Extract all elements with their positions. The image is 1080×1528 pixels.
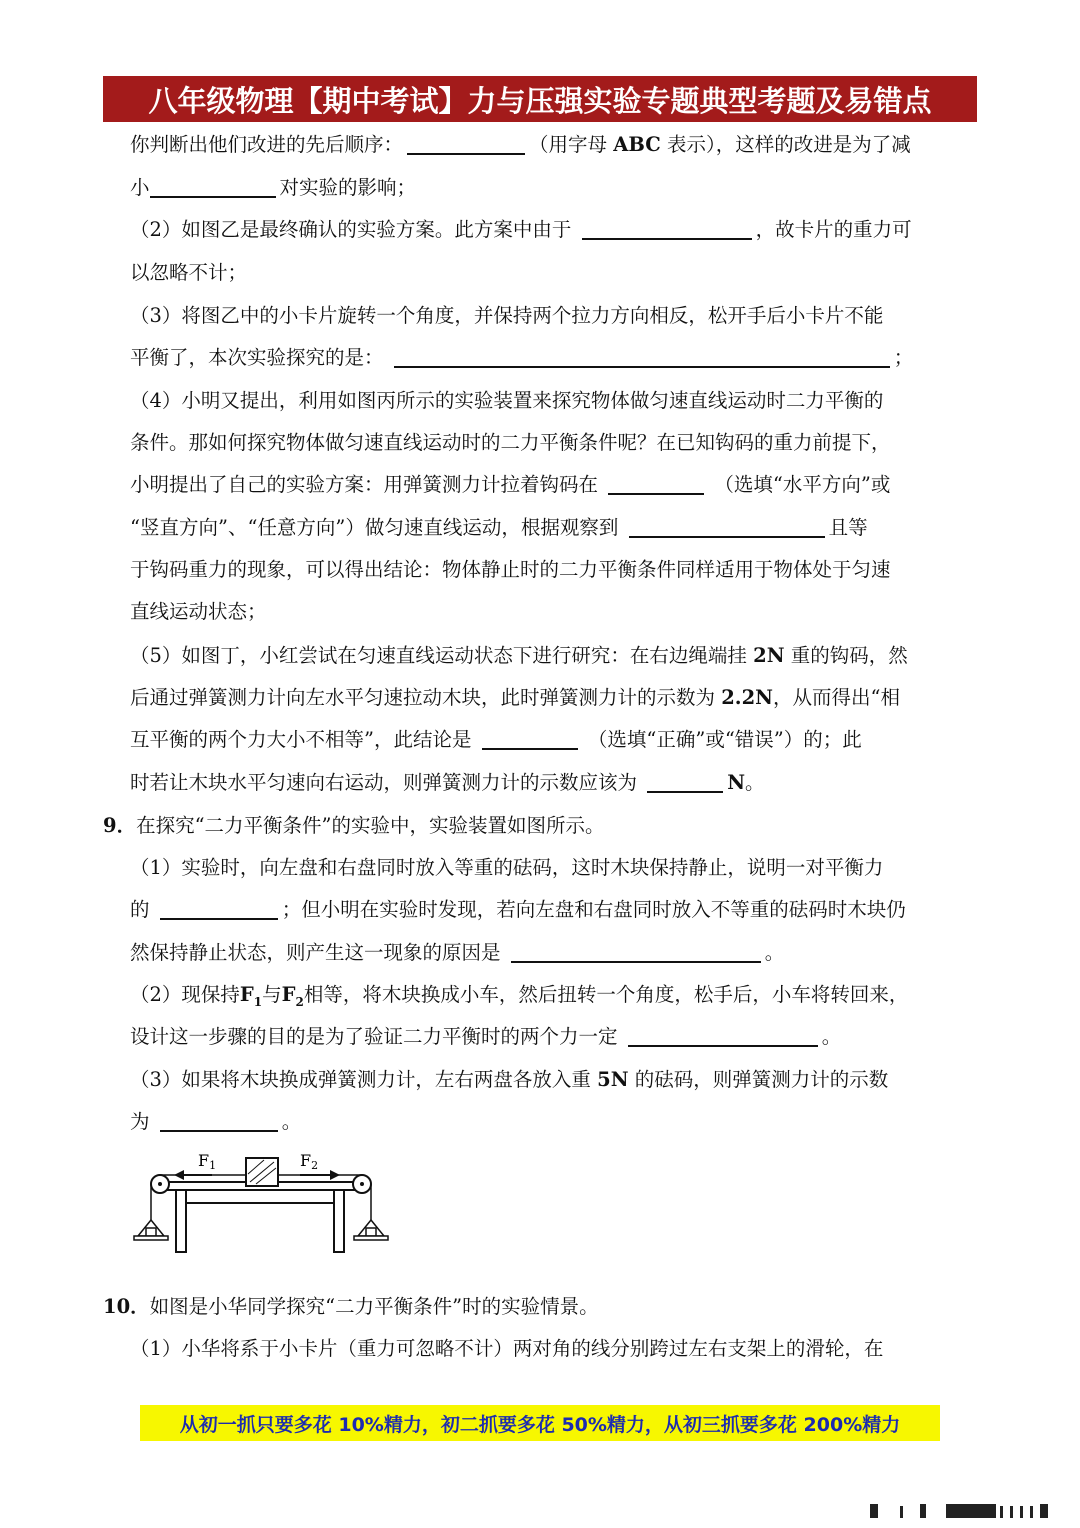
question-stem: 如图是小华同学探究“二力平衡条件”时的实验情景。	[149, 1295, 599, 1318]
text: 。	[745, 771, 765, 794]
text: 2.2N	[721, 686, 773, 709]
text: （选填“正确”或“错误”）的；此	[587, 728, 862, 751]
text: 5N	[597, 1068, 629, 1091]
text: 的砝码，则弹簧测力计的示数	[634, 1068, 889, 1091]
text: （选填“水平方向”或	[714, 473, 891, 496]
text: “竖直方向”、“任意方向”）做匀速直线运动，根据观察到	[130, 516, 619, 539]
text: （3）将图乙中的小卡片旋转一个角度，并保持两个拉力方向相反，松开手后小卡片不能	[130, 304, 884, 327]
q9-number	[103, 811, 605, 841]
q9-part1-line-2	[130, 895, 906, 925]
q8-part2-line-1	[130, 215, 912, 245]
answer-blank[interactable]	[150, 176, 276, 198]
answer-blank[interactable]	[647, 771, 723, 793]
text: 相等，将木块换成小车，然后扭转一个角度，松手后，小车将转回来，	[303, 983, 909, 1006]
weight-right	[366, 1228, 376, 1236]
text: ，从而得出“相	[772, 686, 900, 709]
q9-part1-line-3	[130, 938, 784, 968]
footer-motto: 从初一抓只要多花 10%精力，初二抓要多花 50%精力，从初三抓要多花 200%精力	[140, 1405, 940, 1441]
answer-blank[interactable]	[160, 1110, 278, 1132]
text: 的	[130, 898, 150, 921]
answer-blank[interactable]	[511, 941, 761, 963]
q8-part4-line-3	[130, 470, 890, 500]
q8-part4-line-4	[130, 513, 868, 543]
text: 1	[253, 994, 263, 1009]
text: F	[281, 983, 296, 1006]
page-banner: 八年级物理【期中考试】力与压强实验专题典型考题及易错点	[103, 76, 977, 122]
text: 为	[130, 1110, 150, 1133]
pulley-right-axle	[360, 1182, 364, 1186]
text: 时若让木块水平匀速向右运动，则弹簧测力计的示数应该为	[130, 771, 638, 794]
answer-blank[interactable]	[582, 218, 752, 240]
q8-line-2	[130, 173, 416, 203]
text: 平衡了，本次实验探究的是：	[130, 346, 384, 369]
text: （1）小华将系于小卡片（重力可忽略不计）两对角的线分别跨过左右支架上的滑轮，在	[130, 1337, 884, 1360]
text: 且等	[828, 516, 868, 539]
answer-blank[interactable]	[482, 728, 578, 750]
q8-part5-line-4	[130, 768, 765, 798]
text: 条件。那如何探究物体做匀速直线运动时的二力平衡条件呢？在已知钩码的重力前提下，	[130, 431, 891, 454]
text: ；但小明在实验时发现，若向左盘和右盘同时放入不等重的砝码时木块仍	[281, 898, 906, 921]
text: 然保持静止状态，则产生这一现象的原因是	[130, 941, 501, 964]
pan-left	[134, 1236, 168, 1240]
q9-part2-line-2	[130, 1022, 841, 1052]
q8-part3-line-2	[130, 343, 913, 373]
text: （2）现保持	[130, 983, 240, 1006]
q9-part2-line-1	[130, 980, 908, 1017]
text: ，故卡片的重力可	[755, 218, 912, 241]
text: 。	[821, 1025, 842, 1048]
answer-blank[interactable]	[407, 133, 525, 155]
text: 设计这一步骤的目的是为了验证二力平衡时的两个力一定	[130, 1025, 618, 1048]
text: （1）实验时，向左盘和右盘同时放入等重的砝码，这时木块保持静止，说明一对平衡力	[130, 856, 884, 879]
text: 2	[295, 994, 304, 1009]
text: 于钩码重力的现象，可以得出结论：物体静止时的二力平衡条件同样适用于物体处于匀速	[130, 558, 891, 581]
text: F	[239, 983, 254, 1006]
q8-part5-line-2	[130, 683, 900, 713]
answer-blank[interactable]	[629, 516, 825, 538]
q8-part5-line-1	[130, 641, 908, 671]
q10-number	[103, 1292, 599, 1322]
text: （3）如果将木块换成弹簧测力计，左右两盘各放入重	[130, 1068, 591, 1091]
q9-part3-line-1	[130, 1065, 888, 1095]
pan-right	[354, 1236, 388, 1240]
table-leg-right	[334, 1190, 344, 1252]
q8-line-1	[130, 130, 911, 160]
answer-blank[interactable]	[608, 473, 704, 495]
q8-part2-line-2	[130, 258, 247, 288]
answer-blank[interactable]	[628, 1025, 818, 1047]
arrow-f2-head	[330, 1170, 340, 1180]
q8-part3-line-1	[130, 301, 883, 331]
pulley-left-axle	[158, 1182, 162, 1186]
q8-part4-line-5	[130, 555, 891, 585]
label-f1: F1	[198, 1151, 217, 1172]
text: 重的钩码，然	[790, 644, 908, 667]
q9-part3-line-2	[130, 1107, 301, 1137]
text: 以忽略不计；	[130, 261, 248, 284]
text: 直线运动状态；	[130, 600, 267, 623]
text: 对实验的影响；	[279, 176, 417, 199]
weight-left	[146, 1228, 156, 1236]
text: N	[727, 771, 746, 794]
q8-part4-line-6	[130, 597, 267, 627]
q8-part5-line-3	[130, 725, 862, 755]
table-leg-left	[176, 1190, 186, 1252]
text: 后通过弹簧测力计向左水平匀速拉动木块，此时弹簧测力计的示数为	[130, 686, 716, 709]
q8-part4-line-2	[130, 428, 891, 458]
text: 小明提出了自己的实验方案：用弹簧测力计拉着钩码在	[130, 473, 599, 496]
text: 你判断出他们改进的先后顺序：	[130, 133, 404, 156]
text: 与	[262, 983, 282, 1006]
q8-part4-line-1	[130, 386, 883, 416]
question-number: 9．	[103, 814, 137, 837]
q9-part1-line-1	[130, 853, 883, 883]
text: 互平衡的两个力大小不相等”，此结论是	[130, 728, 472, 751]
text: （用字母	[529, 133, 608, 156]
text: 。	[281, 1110, 302, 1133]
text: 2N	[753, 644, 785, 667]
question-stem: 在探究“二力平衡条件”的实验中，实验装置如图所示。	[136, 814, 605, 837]
text: （2）如图乙是最终确认的实验方案。此方案中由于	[130, 218, 572, 241]
text: 表示），这样的改进是为了减	[666, 133, 911, 156]
label-f2: F2	[300, 1151, 319, 1172]
text: 小	[130, 176, 150, 199]
text: 。	[764, 941, 785, 964]
text: ；	[893, 346, 914, 369]
text: ABC	[613, 133, 661, 156]
text: （4）小明又提出，利用如图丙所示的实验装置来探究物体做匀速直线运动时二力平衡的	[130, 389, 884, 412]
question-number: 10．	[103, 1295, 150, 1318]
balance-apparatus-diagram	[130, 1148, 390, 1258]
answer-blank[interactable]	[160, 898, 278, 920]
arrow-f1-head	[174, 1170, 184, 1180]
q10-part1-line-1	[130, 1334, 883, 1364]
signal-bars-icon	[860, 1500, 1060, 1522]
answer-blank[interactable]	[394, 346, 890, 368]
text: （5）如图丁，小红尝试在匀速直线运动状态下进行研究：在右边绳端挂	[130, 644, 747, 667]
